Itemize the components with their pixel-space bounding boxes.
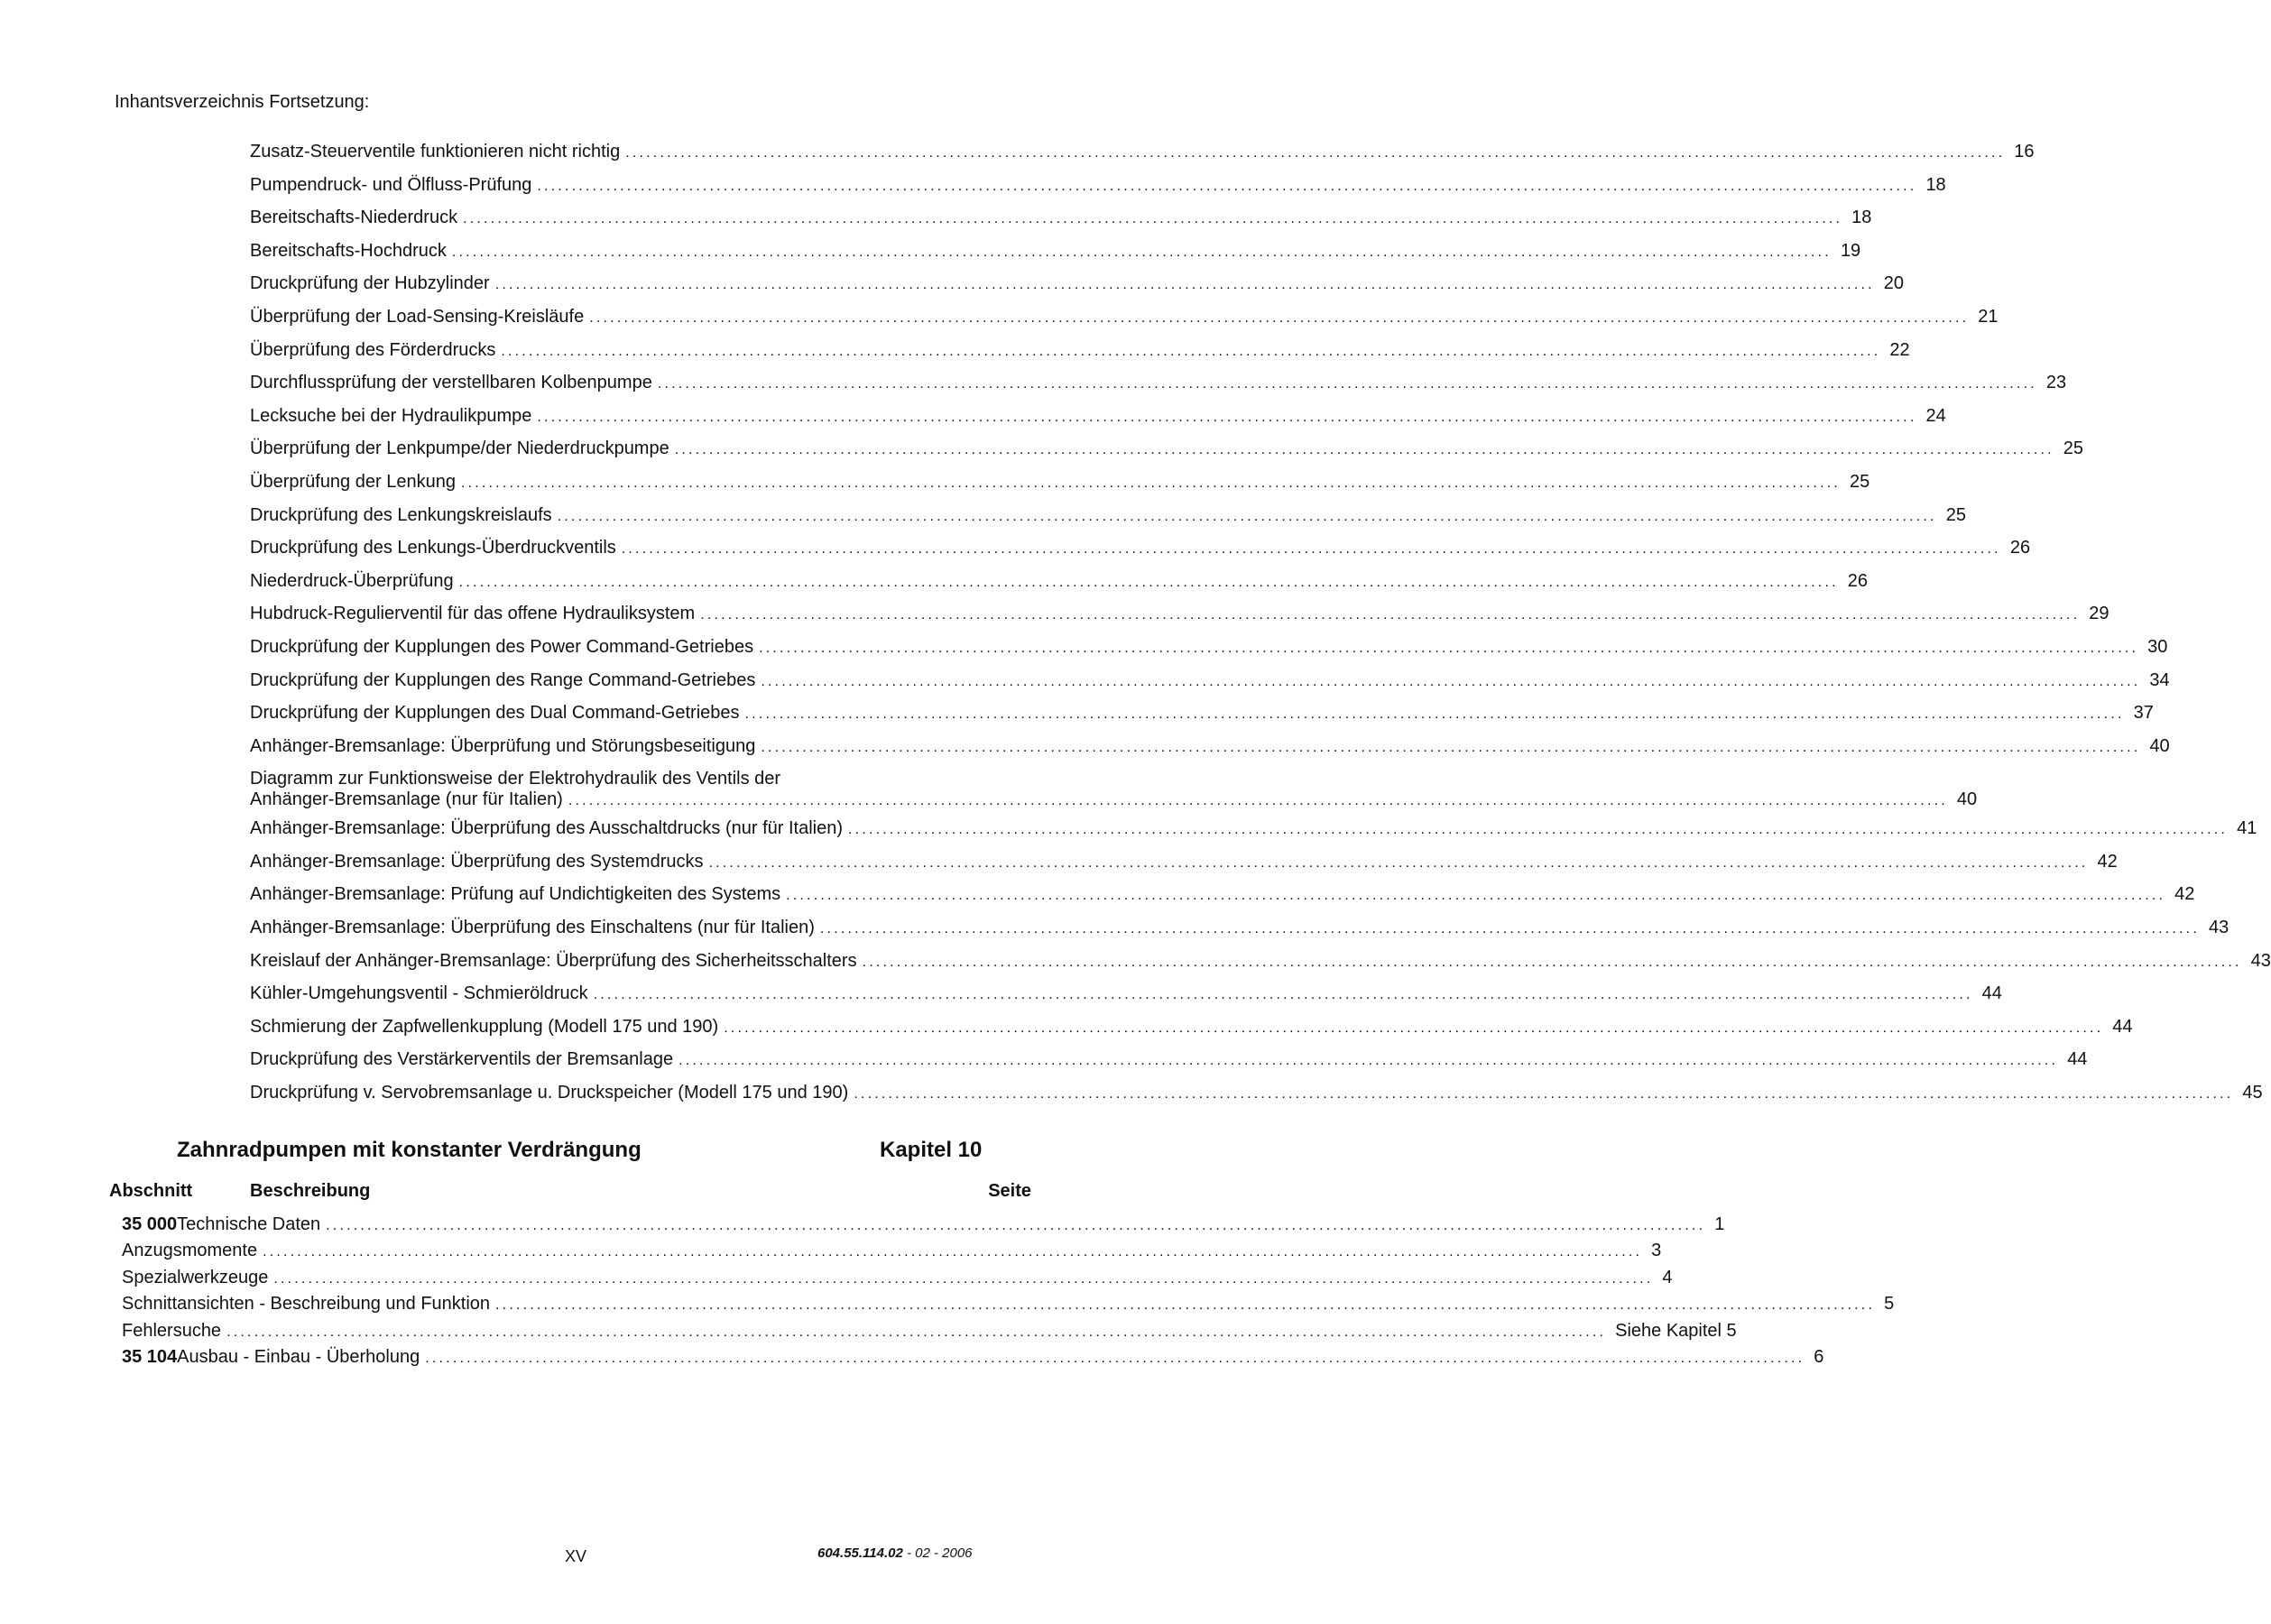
toc-entry-title: Pumpendruck- und Ölfluss-Prüfung (250, 174, 532, 195)
toc-entry (250, 851, 2118, 885)
toc-entry-title: Druckprüfung des Lenkungs-Überdruckventils (250, 538, 616, 558)
chapter-entry-title: Anzugsmomente (122, 1241, 258, 1261)
footer-doc-date: - 02 - 2006 (902, 1546, 973, 1561)
toc-entry-page: 37 (2133, 703, 2154, 724)
leader-dots: ........................................................................................................................................................................................................ (625, 145, 2006, 161)
leader-dots: ........................................................................................................................................................................................................ (819, 921, 2200, 937)
leader-dots: ........................................................................................................................................................................................................ (425, 1350, 1805, 1366)
toc-entry-title: Anhänger-Bremsanlage: Überprüfung des Einschaltens (nur für Italien) (250, 918, 815, 938)
toc-entry-title: Überprüfung des Förderdrucks (250, 339, 496, 360)
toc-entry (250, 818, 2257, 852)
toc-entry (250, 884, 2195, 918)
toc-entry (250, 1016, 2133, 1050)
toc-entry-page: 23 (2045, 373, 2067, 393)
toc-entry-page: 43 (2208, 918, 2229, 938)
leader-dots: ........................................................................................................................................................................................................ (621, 541, 2001, 558)
leader-dots: ........................................................................................................................................................................................................ (501, 343, 1881, 359)
chapter-title: Zahnradpumpen mit konstanter Verdrängung (177, 1138, 642, 1162)
toc-entry-page: 16 (2014, 142, 2035, 161)
toc-entry (250, 669, 2170, 704)
toc-entry-title: Anhänger-Bremsanlage: Überprüfung des Ausschaltdrucks (nur für Italien) (250, 818, 844, 839)
chapter-entry-title: Spezialwerkzeuge (122, 1267, 269, 1287)
leader-dots: ........................................................................................................................................................................................................ (679, 1053, 2059, 1069)
toc-entry (250, 703, 2154, 736)
leader-dots: ........................................................................................................................................................................................................ (451, 244, 1832, 260)
toc-entry-title: Überprüfung der Lenkung (250, 471, 456, 492)
toc-entry-page: 40 (2149, 735, 2170, 756)
leader-dots: ........................................................................................................................................................................................................ (761, 739, 2141, 755)
toc-entry-title: Durchflussprüfung der verstellbaren Kolbenpumpe (250, 373, 652, 393)
leader-dots: ........................................................................................................................................................................................................ (463, 211, 1843, 227)
chapter-entry-page: 5 (1884, 1294, 1895, 1315)
toc-entry-title: Anhänger-Bremsanlage: Überprüfung des Systemdrucks (250, 851, 704, 872)
leader-dots: ........................................................................................................................................................................................................ (495, 1297, 1876, 1314)
section-number: 35 000 (122, 1214, 178, 1234)
toc-entry (250, 918, 2229, 951)
toc-entry-page: 25 (1850, 471, 1870, 492)
toc-list (250, 142, 2271, 1116)
leader-dots: ........................................................................................................................................................................................................ (537, 409, 1917, 425)
toc-entry-page: 21 (1978, 306, 1999, 327)
chapter-toc-entry (109, 1294, 1895, 1320)
toc-entry-title: Druckprüfung der Kupplungen des Power Command-Getriebes (250, 636, 754, 657)
toc-entry (250, 1083, 2263, 1116)
toc-entry-page: 41 (2237, 818, 2257, 839)
chapter-entry-page: 3 (1651, 1241, 1662, 1261)
toc-entry-title: Diagramm zur Funktionsweise der Elektrohydraulik des Ventils der (250, 769, 781, 789)
chapter-entry-page: 1 (1714, 1214, 1725, 1234)
leader-dots: ........................................................................................................................................................................................................ (700, 607, 2081, 623)
continuation-title: Inhantsverzeichnis Fortsetzung: (115, 92, 370, 112)
leader-dots: ........................................................................................................................................................................................................ (848, 822, 2229, 838)
header-description: Beschreibung (250, 1181, 371, 1201)
toc-entry-page: 40 (1956, 789, 1978, 810)
toc-entry-title: Bereitschafts-Niederdruck (250, 208, 458, 228)
chapter-number: Kapitel 10 (880, 1138, 983, 1162)
toc-entry-page: 45 (2242, 1083, 2263, 1103)
leader-dots: ........................................................................................................................................................................................................ (537, 178, 1917, 194)
toc-entry-title: Druckprüfung der Kupplungen des Dual Command-Getriebes (250, 703, 740, 724)
leader-dots: ........................................................................................................................................................................................................ (273, 1270, 1654, 1287)
toc-entry-title: Überprüfung der Lenkpumpe/der Niederdruckpumpe (250, 438, 669, 459)
toc-entry (250, 240, 1861, 274)
toc-entry (250, 471, 1870, 505)
leader-dots: ........................................................................................................................................................................................................ (458, 574, 1839, 590)
toc-entry (250, 438, 2084, 472)
chapter-entry-page: Siehe Kapitel 5 (1615, 1320, 1737, 1341)
leader-dots: ........................................................................................................................................................................................................ (557, 508, 1937, 524)
toc-entry-title: Hubdruck-Regulierventil für das offene Hydrauliksystem (250, 604, 696, 624)
chapter-entry-title: Schnittansichten - Beschreibung und Funktion (122, 1294, 491, 1315)
section-number: 35 104 (122, 1346, 178, 1367)
toc-entry-page: 26 (2009, 538, 2031, 558)
chapter-entry-title: Ausbau - Einbau - Überholung (177, 1346, 420, 1367)
toc-entry-title: Niederdruck-Überprüfung (250, 570, 454, 591)
leader-dots: ........................................................................................................................................................................................................ (226, 1324, 1607, 1340)
toc-entry (250, 405, 1946, 439)
chapter-entry-title: Fehlersuche (122, 1320, 222, 1341)
leader-dots: ........................................................................................................................................................................................................ (494, 277, 1875, 293)
toc-entry (250, 306, 1999, 340)
toc-entry (250, 636, 2168, 670)
leader-dots: ........................................................................................................................................................................................................ (263, 1244, 1643, 1260)
toc-entry-page: 42 (2097, 851, 2118, 872)
chapter-entry-title: Technische Daten (177, 1214, 321, 1234)
toc-entry-title: Druckprüfung des Lenkungskreislaufs (250, 504, 552, 525)
toc-entry-title: Druckprüfung der Hubzylinder (250, 273, 490, 294)
header-section: Abschnitt (109, 1181, 193, 1201)
toc-entry-page: 26 (1847, 570, 1868, 591)
chapter-toc-entry (109, 1214, 1725, 1241)
leader-dots: ........................................................................................................................................................................................................ (862, 954, 2242, 970)
toc-entry-page: 44 (2112, 1016, 2133, 1037)
toc-entry-page: 25 (2063, 438, 2084, 459)
chapter-entry-page: 4 (1662, 1267, 1673, 1287)
toc-entry-title: Kühler-Umgehungsventil - Schmieröldruck (250, 983, 588, 1004)
toc-entry (250, 983, 2002, 1017)
toc-entry (250, 339, 1910, 374)
toc-entry-page: 44 (2067, 1049, 2088, 1070)
leader-dots: ........................................................................................................................................................................................................ (326, 1218, 1706, 1233)
toc-entry (250, 142, 2035, 175)
toc-entry-page: 22 (1889, 339, 1910, 360)
toc-entry-page: 20 (1883, 273, 1904, 294)
toc-entry-title: Druckprüfung des Verstärkerventils der Bremsanlage (250, 1049, 674, 1070)
footer-doc-number: 604.55.114.02 (817, 1546, 903, 1561)
leader-dots: ........................................................................................................................................................................................................ (589, 309, 1970, 326)
leader-dots: ........................................................................................................................................................................................................ (657, 376, 2037, 392)
toc-entry-page: 42 (2174, 884, 2195, 905)
leader-dots: ........................................................................................................................................................................................................ (744, 706, 2125, 723)
toc-entry (250, 604, 2109, 637)
leader-dots: ........................................................................................................................................................................................................ (674, 442, 2054, 458)
toc-entry (250, 538, 2031, 571)
leader-dots: ........................................................................................................................................................................................................ (786, 888, 2166, 904)
leader-dots: ........................................................................................................................................................................................................ (460, 475, 1842, 491)
toc-entry-page: 25 (1945, 504, 1966, 525)
leader-dots: ........................................................................................................................................................................................................ (708, 854, 2089, 871)
toc-entry-page: 19 (1840, 240, 1861, 261)
leader-dots: ........................................................................................................................................................................................................ (593, 987, 1973, 1003)
chapter-toc-entry (109, 1267, 1673, 1294)
toc-entry-title: Zusatz-Steuerventile funktionieren nicht richtig (250, 142, 621, 161)
toc-entry-page: 43 (2250, 950, 2271, 971)
toc-entry (250, 373, 2067, 406)
footer-doc-info (817, 1546, 973, 1561)
toc-entry-title: Schmierung der Zapfwellenkupplung (Modell 175 und 190) (250, 1016, 719, 1037)
toc-entry-page: 34 (2149, 669, 2170, 690)
leader-dots: ........................................................................................................................................................................................................ (724, 1020, 2104, 1036)
chapter-entry-page: 6 (1814, 1346, 1824, 1367)
toc-entry (250, 273, 1904, 307)
toc-entry (250, 735, 2170, 770)
footer-page-number: XV (565, 1547, 587, 1565)
chapter-toc-entry (109, 1346, 1824, 1373)
toc-entry-page: 29 (2089, 604, 2109, 624)
chapter-toc-entry (109, 1320, 1737, 1347)
toc-entry-page: 30 (2147, 636, 2168, 657)
toc-entry-line2 (250, 789, 1978, 810)
leader-dots: ........................................................................................................................................................................................................ (854, 1086, 2234, 1103)
toc-entry-title: Bereitschafts-Hochdruck (250, 240, 447, 261)
toc-entry-page: 44 (1981, 983, 2002, 1004)
chapter-toc-entry (109, 1241, 1662, 1267)
toc-entry-title: Anhänger-Bremsanlage: Überprüfung und Störungsbeseitigung (250, 735, 756, 756)
chapter-toc-list (109, 1214, 1895, 1373)
toc-entry (250, 769, 1978, 818)
toc-entry-page: 18 (1851, 208, 1872, 228)
leader-dots: ........................................................................................................................................................................................................ (568, 793, 1948, 809)
toc-entry (250, 1049, 2088, 1083)
leader-dots: ........................................................................................................................................................................................................ (759, 640, 2139, 656)
toc-entry-title: Druckprüfung der Kupplungen des Range Command-Getriebes (250, 669, 756, 690)
toc-entry (250, 950, 2271, 984)
toc-entry-title: Lecksuche bei der Hydraulikpumpe (250, 405, 532, 426)
toc-entry-title-line2: Anhänger-Bremsanlage (nur für Italien) (250, 789, 563, 810)
toc-entry (250, 208, 1872, 241)
toc-entry-title: Druckprüfung v. Servobremsanlage u. Druckspeicher (Modell 175 und 190) (250, 1083, 849, 1103)
toc-entry (250, 570, 1868, 604)
toc-entry-page: 24 (1925, 405, 1946, 426)
toc-entry-title: Anhänger-Bremsanlage: Prüfung auf Undichtigkeiten des Systems (250, 884, 781, 905)
toc-entry-title: Kreislauf der Anhänger-Bremsanlage: Überprüfung des Sicherheitsschalters (250, 950, 857, 971)
toc-entry-page: 18 (1925, 174, 1946, 195)
toc-entry (250, 504, 1966, 539)
toc-entry-title: Überprüfung der Load-Sensing-Kreisläufe (250, 306, 585, 327)
leader-dots: ........................................................................................................................................................................................................ (761, 673, 2141, 689)
header-page: Seite (988, 1181, 1031, 1201)
toc-entry (250, 174, 1946, 208)
